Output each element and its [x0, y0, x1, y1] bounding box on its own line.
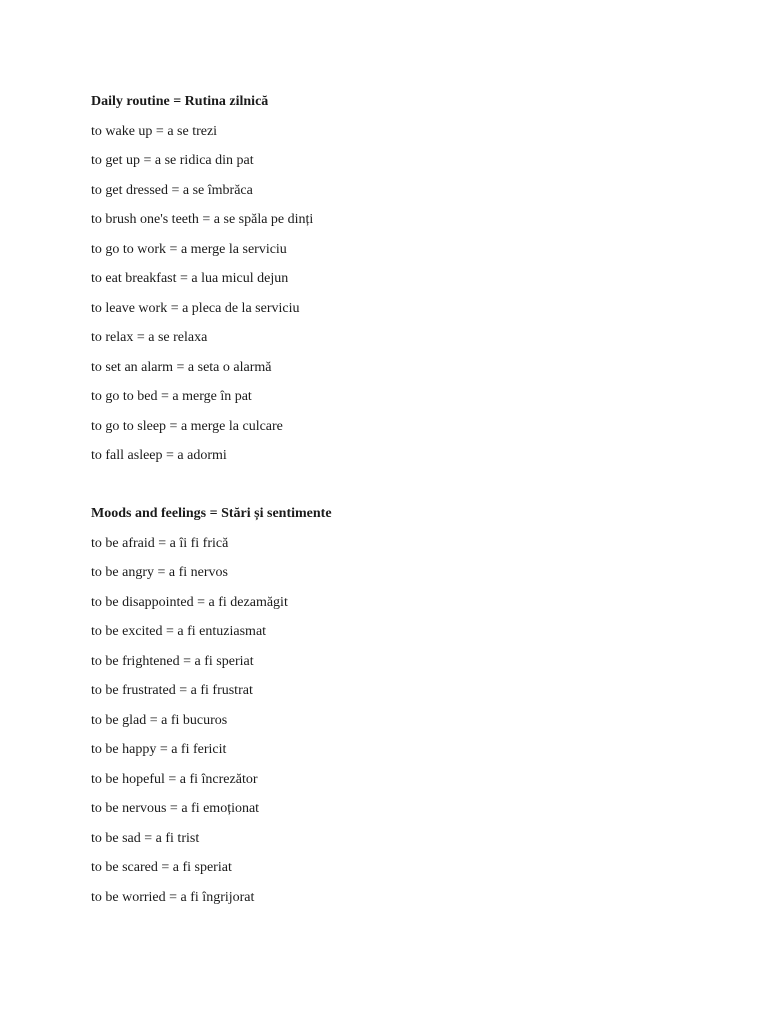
- vocab-entry: to be frightened = a fi speriat: [91, 653, 254, 669]
- vocab-entry: to be scared = a fi speriat: [91, 860, 232, 876]
- vocab-entry: to go to sleep = a merge la culcare: [91, 418, 283, 434]
- vocab-entry: to eat breakfast = a lua micul dejun: [91, 271, 289, 287]
- section-heading: Daily routine = Rutina zilnică: [91, 94, 269, 109]
- vocab-entry: to be excited = a fi entuziasmat: [91, 624, 267, 640]
- vocab-entry: to set an alarm = a seta o alarmă: [91, 359, 272, 375]
- vocab-entry: to get dressed = a se îmbrăca: [91, 182, 253, 198]
- section-heading: Moods and feelings = Stări și sentimente: [91, 506, 332, 521]
- vocab-entry: to be hopeful = a fi încrezător: [91, 771, 258, 787]
- vocab-entry: to fall asleep = a adormi: [91, 448, 227, 464]
- vocab-entry: to be afraid = a îi fi frică: [91, 535, 229, 551]
- vocab-entry: to go to work = a merge la serviciu: [91, 241, 287, 257]
- section-moods-and-feelings: [91, 505, 691, 918]
- vocab-entry: to leave work = a pleca de la serviciu: [91, 300, 300, 316]
- vocab-entry: to wake up = a se trezi: [91, 123, 218, 139]
- vocab-entry: to brush one's teeth = a se spăla pe dinți: [91, 212, 314, 228]
- vocab-entry: to be disappointed = a fi dezamăgit: [91, 594, 288, 610]
- vocab-entry: to be happy = a fi fericit: [91, 742, 227, 758]
- vocab-entry: to get up = a se ridica din pat: [91, 153, 254, 169]
- vocab-entry: to be angry = a fi nervos: [91, 565, 228, 581]
- section-daily-routine: [91, 93, 691, 477]
- vocab-entry: to be frustrated = a fi frustrat: [91, 683, 253, 699]
- vocab-entry: to be sad = a fi trist: [91, 830, 200, 846]
- vocab-entry: to be glad = a fi bucuros: [91, 712, 228, 728]
- vocab-entry: to go to bed = a merge în pat: [91, 389, 252, 405]
- vocab-entry: to be worried = a fi îngrijorat: [91, 889, 255, 905]
- vocab-entry: to relax = a se relaxa: [91, 330, 208, 346]
- vocab-entry: to be nervous = a fi emoționat: [91, 801, 260, 817]
